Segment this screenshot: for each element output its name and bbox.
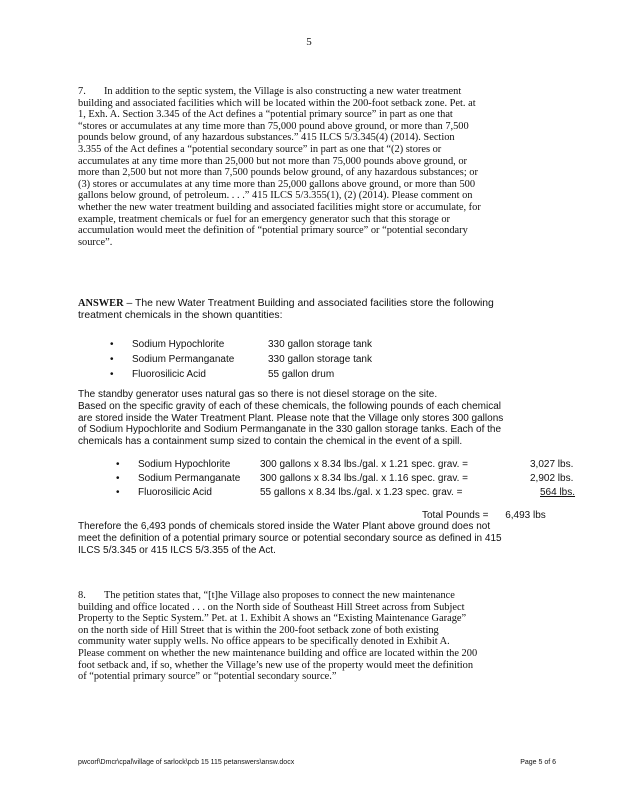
calculation-text: 55 gallons x 8.34 lbs./gal. x 1.23 spec. grav. =	[260, 487, 463, 498]
question-7-paragraph	[78, 86, 548, 248]
calculation-text: 300 gallons x 8.34 lbs./gal. x 1.21 spec. grav. =	[260, 459, 468, 470]
calculation-list	[116, 458, 575, 500]
list-item	[116, 458, 575, 472]
text-line: 1, Exh. A. Section 3.345 of the Act defines a “potential primary source” in part as one that	[78, 109, 453, 121]
text-line: foot setback and, if so, whether the Village’s new use of the property would meet the definition	[78, 659, 474, 671]
list-item	[110, 367, 372, 382]
text-line: building and office located . . . on the North side of Southeast Hill Street across from Subject	[78, 601, 465, 613]
text-line: ILCS 5/3.345 or 415 ILCS 5/3.355 of the Act.	[78, 544, 276, 556]
chemical-name: Fluorosilicic Acid	[132, 369, 206, 380]
text-line: whether the new water treatment building and associated facilities might store or accumulate, for	[78, 201, 481, 213]
answer-paragraph	[78, 298, 548, 321]
bullet-icon: •	[116, 459, 120, 470]
calculation-result: 564 lbs.	[540, 487, 576, 498]
calculation-result: 3,027 lbs.	[530, 459, 574, 470]
text-line: on the north side of Hill Street that is within the 200-foot setback zone of both existing	[78, 624, 439, 636]
chemical-name: Fluorosilicic Acid	[138, 487, 212, 498]
generator-paragraph	[78, 389, 548, 448]
text-line: pounds below ground, of any hazardous substances.” 415 ILCS 5/3.345(4) (2014). Section	[78, 132, 455, 144]
text-line: gallons below ground, of petroleum. . . .” 415 ILCS 5/3.355(1), (2) (2014). Please comment on	[78, 190, 473, 202]
chemical-name: Sodium Permanganate	[132, 354, 235, 365]
bullet-icon: •	[110, 369, 114, 380]
text-line: are stored inside the Water Treatment Plant. Please note that the Village only stores 300 gallons	[78, 412, 504, 424]
total-pounds	[422, 510, 546, 521]
text-line: Based on the specific gravity of each of these chemicals, the following pounds of each chemical	[78, 400, 502, 412]
text-line: Property to the Septic System.” Pet. at 1. Exhibit A shows an “Existing Maintenance Garage”	[78, 613, 467, 625]
text-line: building and associated facilities which will be located within the 200-foot setback zone. Pet. at	[78, 97, 476, 109]
text-line: Please comment on whether the new maintenance building and office are located within the 200	[78, 647, 478, 659]
text-line: source”.	[78, 236, 113, 248]
chemical-quantity: 330 gallon storage tank	[268, 354, 372, 365]
calculation-text: 300 gallons x 8.34 lbs./gal. x 1.16 spec. grav. =	[260, 473, 468, 484]
text-line: community water supply wells. No office appears to be specifically denoted in Exhibit A.	[78, 636, 450, 648]
text-line: (3) stores or accumulates at any time more than 25,000 gallons above ground, or more than 500	[78, 178, 476, 190]
total-value: 6,493 lbs	[505, 510, 546, 521]
bullet-icon: •	[110, 354, 114, 365]
text-line: 8. The petition states that, “[t]he Village also proposes to connect the new maintenance	[78, 590, 455, 601]
text-line: accumulates at any time more than 25,000 but not more than 75,000 pounds above ground, or	[78, 155, 467, 167]
list-item	[110, 337, 372, 352]
text-line: The standby generator uses natural gas so there is not diesel storage on the site.	[78, 389, 438, 400]
bullet-icon: •	[116, 487, 120, 498]
footer-file-path: pwcorf\Dmcr\cpal\village of sarlock\pcb 15 115 petanswers\answ.docx	[78, 759, 295, 766]
text-line	[78, 298, 548, 310]
chemical-name: Sodium Permanganate	[138, 473, 241, 484]
chemical-quantity: 55 gallon drum	[268, 369, 335, 380]
chemicals-list	[110, 337, 372, 382]
calculation-result: 2,902 lbs.	[530, 473, 574, 484]
conclusion-paragraph	[78, 521, 548, 556]
question-8-paragraph	[78, 590, 548, 683]
list-item	[116, 472, 575, 486]
text-line: “stores or accumulates at any time more than 75,000 pound above ground, or more than 7,500	[78, 120, 469, 132]
chemical-name: Sodium Hypochlorite	[132, 339, 225, 350]
text-line: more than 2,500 but not more than 7,500 pounds below ground, of any hazardous substances; or	[78, 167, 478, 179]
chemical-name: Sodium Hypochlorite	[138, 459, 231, 470]
text-line: 3.355 of the Act defines a “potential secondary source” in part as one that “(2) stores or	[78, 143, 442, 155]
bullet-icon: •	[116, 473, 120, 484]
bullet-icon: •	[110, 339, 114, 350]
text-line: of Sodium Hypochlorite and Sodium Permanganate in the 330 gallon storage tanks. Each of the	[78, 424, 502, 436]
text-line: treatment chemicals in the shown quantities:	[78, 309, 283, 321]
total-label: Total Pounds =	[422, 510, 489, 521]
text-line: chemicals has a containment sump sized to contain the chemical in the event of a spill.	[78, 436, 463, 448]
text-line: example, treatment chemicals or fuel for an emergency generator such that this storage or	[78, 213, 450, 225]
text-line: 7. In addition to the septic system, the Village is also constructing a new water treatment	[78, 86, 462, 97]
answer-text: – The new Water Treatment Building and associated facilities store the following	[123, 298, 494, 309]
list-item	[110, 352, 372, 367]
text-line: Therefore the 6,493 ponds of chemicals stored inside the Water Plant above ground does not	[78, 521, 491, 532]
text-line: accumulation would meet the definition of “potential primary source” or “potential secondary	[78, 225, 468, 237]
chemical-quantity: 330 gallon storage tank	[268, 339, 372, 350]
answer-label: ANSWER	[78, 298, 124, 309]
text-line: of “potential primary source” or “potential secondary source.”	[78, 671, 337, 683]
text-line: meet the definition of a potential primary source or potential secondary source as defined in 415	[78, 532, 502, 544]
list-item	[116, 486, 575, 500]
page-number: 5	[306, 36, 312, 48]
footer-page-count: Page 5 of 6	[520, 759, 556, 766]
